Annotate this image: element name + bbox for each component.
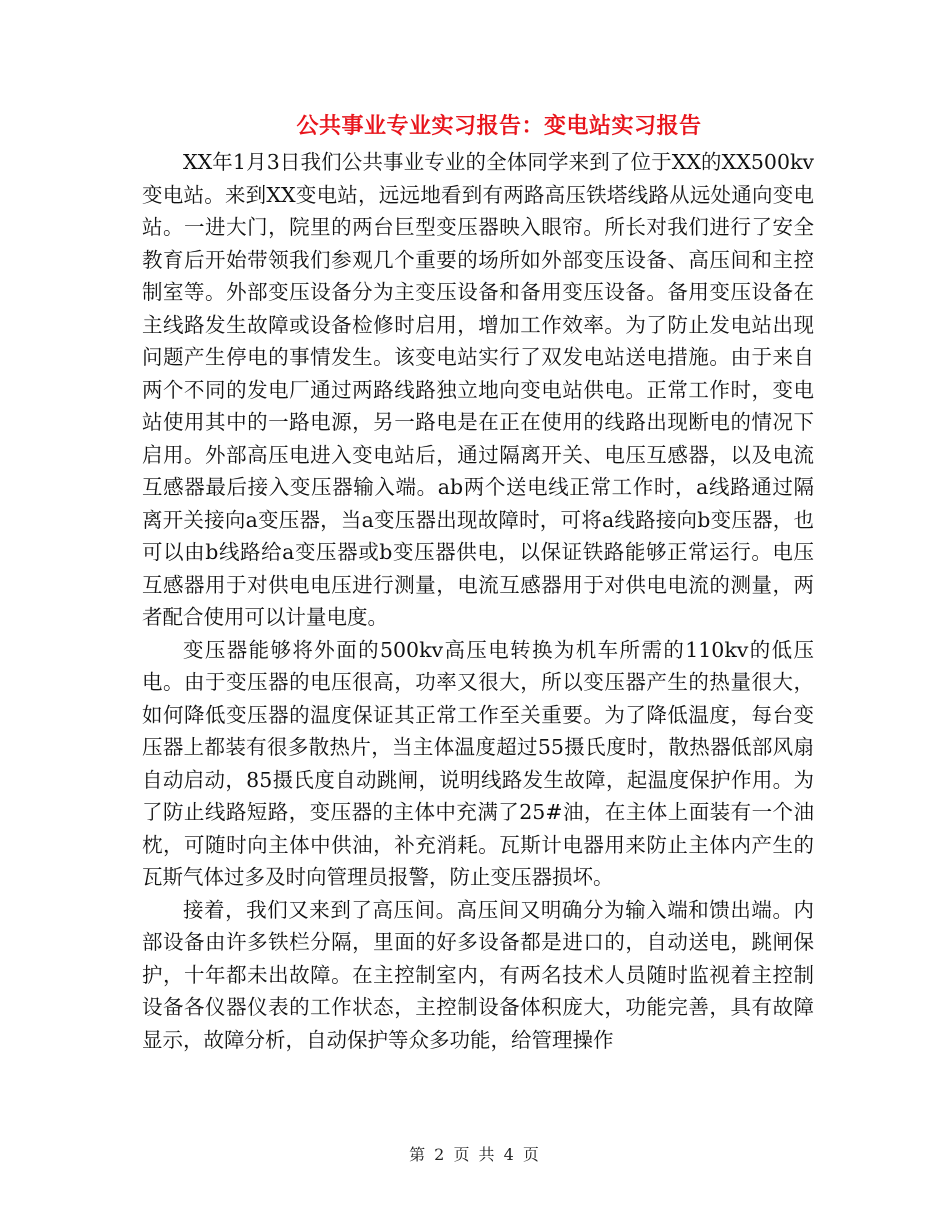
paragraph-3: 接着，我们又来到了高压间。高压间又明确分为输入端和馈出端。内部设备由许多铁栏分隔，里面的好多设备都是进口的，自动送电，跳闸保护，十年都未出故障。在主控制室内，有两名技术人员随时监视着主控制设备各仪器仪表的工作状态，主控制设备体积庞大，功能完善，具有故障显示，故障分析，自动保护等众多功能，给管理操作: [142, 897, 814, 1052]
paragraph-1: XX年1月3日我们公共事业专业的全体同学来到了位于XX的XX500kv变电站。来到XX变电站，远远地看到有两路高压铁塔线路从远处通向变电站。一进大门，院里的两台巨型变压器映入眼帘。所长对我们进行了安全教育后开始带领我们参观几个重要的场所如外部变压设备、高压间和主控制室等。外部变压设备分为主变压设备和备用变压设备。备用变压设备在主线路发生故障或设备检修时启用，增加工作效率。为了防止发电站出现问题产生停电的事情发生。该变电站实行了双发电站送电措施。由于来自两个不同的发电厂通过两路线路独立地向变电站供电。正常工作时，变电站使用其中的一路电源，另一路电是在正在使用的线路出现断电的情况下启用。外部高压电进入变电站后，通过隔离开关、电压互感器，以及电流互感器最后接入变压器输入端。ab两个送电线正常工作时，a线路通过隔离开关接向a变压器，当a变压器出现故障时，可将a线路接向b变压器，也可以由b线路给a变压器或b变压器供电，以保证铁路能够正常运行。电压互感器用于对供电电压进行测量，电流互感器用于对供电电流的测量，两者配合使用可以计量电度。: [142, 150, 814, 629]
document-title: 公共事业专业实习报告：变电站实习报告: [296, 113, 702, 139]
paragraph-2: 变压器能够将外面的500kv高压电转换为机车所需的110kv的低压电。由于变压器的电压很高，功率又很大，所以变压器产生的热量很大，如何降低变压器的温度保证其正常工作至关重要。为了降低温度，每台变压器上都装有很多散热片，当主体温度超过55摄氏度时，散热器低部风扇自动启动，85摄氏度自动跳闸，说明线路发生故障，起温度保护作用。为了防止线路短路，变压器的主体中充满了25#油，在主体上面装有一个油枕，可随时向主体中供油，补充消耗。瓦斯计电器用来防止主体内产生的瓦斯气体过多及时向管理员报警，防止变压器损坏。: [142, 637, 814, 889]
document-body: [142, 146, 814, 1056]
page-footer: 第 2 页 共 4 页: [409, 1145, 541, 1164]
